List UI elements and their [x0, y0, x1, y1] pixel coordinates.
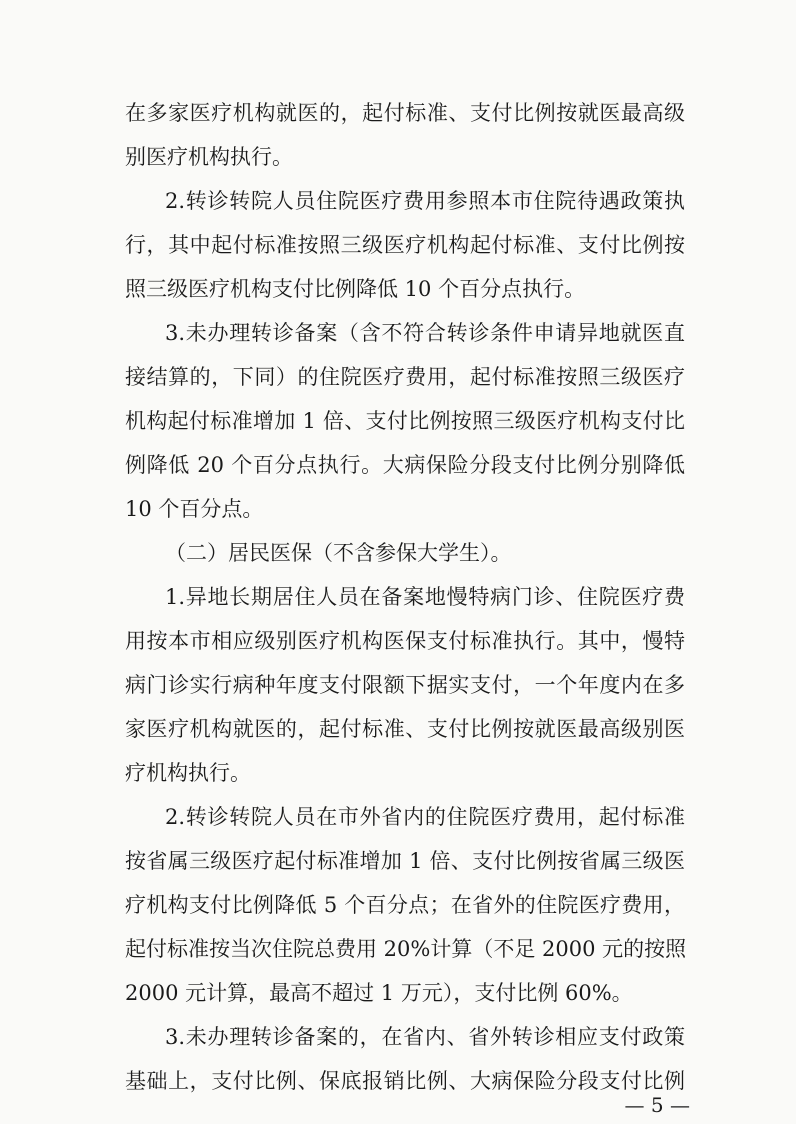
text-line: 照三级医疗机构支付比例降低 10 个百分点执行。: [125, 277, 586, 301]
paragraph-start-line: 3.未办理转诊备案（含不符合转诊条件申请异地就医直: [165, 321, 685, 345]
paragraph-start-line: 3.未办理转诊备案的，在省内、省外转诊相应支付政策: [165, 1025, 685, 1049]
text-line: 机构起付标准增加 1 倍、支付比例按照三级医疗机构支付比: [125, 409, 685, 433]
text-line: 基础上，支付比例、保底报销比例、大病保险分段支付比例: [125, 1069, 685, 1093]
text-line: 接结算的，下同）的住院医疗费用，起付标准按照三级医疗: [125, 365, 685, 389]
text-line: 疗机构支付比例降低 5 个百分点；在省外的住院医疗费用，: [125, 893, 685, 917]
text-line: 按省属三级医疗起付标准增加 1 倍、支付比例按省属三级医: [125, 849, 685, 873]
text-line: 起付标准按当次住院总费用 20%计算（不足 2000 元的按照: [125, 937, 687, 961]
text-line: 10 个百分点。: [125, 497, 264, 521]
text-line: 例降低 20 个百分点执行。大病保险分段支付比例分别降低: [125, 453, 685, 477]
text-line: 家医疗机构就医的，起付标准、支付比例按就医最高级别医: [125, 717, 685, 741]
text-line: 在多家医疗机构就医的，起付标准、支付比例按就医最高级: [125, 101, 685, 125]
paragraph-start-line: 2.转诊转院人员住院医疗费用参照本市住院待遇政策执: [165, 189, 685, 213]
text-line: 用按本市相应级别医疗机构医保支付标准执行。其中，慢特: [125, 629, 685, 653]
section-heading: （二）居民医保（不含参保大学生）。: [165, 541, 512, 565]
page-number: — 5 —: [624, 1093, 690, 1117]
text-line: 别医疗机构执行。: [125, 145, 293, 169]
text-line: 疗机构执行。: [125, 761, 251, 785]
paragraph-start-line: 2.转诊转院人员在市外省内的住院医疗费用，起付标准: [165, 805, 685, 829]
text-line: 行，其中起付标准按照三级医疗机构起付标准、支付比例按: [125, 233, 685, 257]
paragraph-start-line: 1.异地长期居住人员在备案地慢特病门诊、住院医疗费: [165, 585, 685, 609]
text-line: 2000 元计算，最高不超过 1 万元），支付比例 60%。: [125, 981, 633, 1005]
text-line: 病门诊实行病种年度支付限额下据实支付，一个年度内在多: [125, 673, 685, 697]
